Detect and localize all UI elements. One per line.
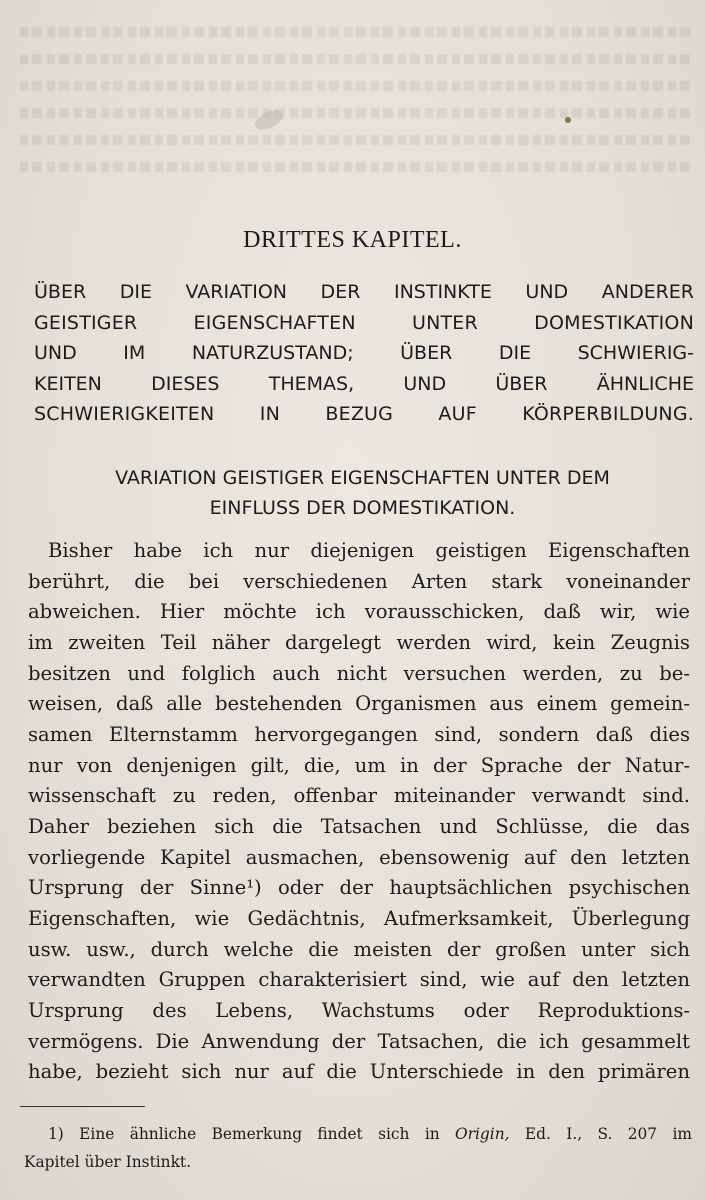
footnote-citation: Ed. I., S. 207 im — [524, 1125, 692, 1143]
body-line: habe, bezieht sich nur auf die Unterschiede in den primären — [28, 1060, 690, 1084]
body-line: Ursprung des Lebens, Wachstums oder Reproduktions- — [28, 998, 690, 1022]
chapter-subtitle — [34, 277, 694, 430]
chapter-title: DRITTES KAPITEL. — [243, 227, 462, 253]
body-line: weisen, daß alle bestehenden Organismen aus einem gemein- — [28, 692, 690, 716]
body-line: usw. usw., durch welche die meisten der großen unter sich — [28, 937, 690, 961]
subtitle-line: ÜBER DIE VARIATION DER INSTINKTE UND ANDERER — [34, 281, 694, 303]
body-line: wissenschaft zu reden, offenbar miteinander verwandt sind. — [28, 784, 690, 808]
section-heading-line: EINFLUSS DER DOMESTIKATION. — [209, 497, 516, 519]
subtitle-line: UND IM NATURZUSTAND; ÜBER DIE SCHWIERIG- — [34, 342, 694, 364]
footnote — [24, 1120, 692, 1176]
section-heading — [30, 463, 695, 523]
body-line: Eigenschaften, wie Gedächtnis, Aufmerksamkeit, Überlegung — [28, 906, 690, 930]
body-line: Daher beziehen sich die Tatsachen und Schlüsse, die das — [28, 814, 690, 838]
body-line: nur von denjenigen gilt, die, um in der Sprache der Natur- — [28, 753, 690, 777]
body-line: verwandten Gruppen charakterisiert sind, wie auf den letzten — [28, 968, 690, 992]
body-line: Ursprung der Sinne¹) oder der hauptsächlichen psychischen — [28, 876, 690, 900]
body-line: Bisher habe ich nur diejenigen geistigen Eigenschaften — [48, 539, 690, 562]
footnote-line-2: Kapitel über Instinkt. — [24, 1153, 191, 1171]
footnote-divider — [20, 1106, 145, 1107]
paper-speck — [565, 117, 571, 123]
subtitle-line: KEITEN DIESES THEMAS, UND ÜBER ÄHNLICHE — [34, 372, 694, 395]
body-paragraph — [28, 536, 690, 1088]
footnote-text: Eine ähnliche Bemerkung findet sich in — [79, 1125, 440, 1143]
body-line: samen Elternstamm hervorgegangen sind, sondern daß dies — [28, 722, 690, 746]
body-line: vorliegende Kapitel ausmachen, ebensowenig auf den letzten — [28, 845, 690, 869]
subtitle-line: SCHWIERIGKEITEN IN BEZUG AUF KÖRPERBILDUNG. — [34, 403, 694, 425]
footnote-italic-reference: Origin, — [455, 1125, 510, 1143]
footnote-marker: 1) — [48, 1125, 64, 1143]
subtitle-line: GEISTIGER EIGENSCHAFTEN UNTER DOMESTIKATION — [34, 311, 694, 334]
body-line: besitzen und folglich auch nicht versuchen werden, zu be- — [28, 661, 690, 685]
body-line: abweichen. Hier möchte ich vorausschicken, daß wir, wie — [28, 600, 690, 624]
body-line: berührt, die bei verschiedenen Arten stark voneinander — [28, 569, 690, 593]
body-line: vermögens. Die Anwendung der Tatsachen, die ich gesammelt — [28, 1029, 690, 1053]
section-heading-line: VARIATION GEISTIGER EIGENSCHAFTEN UNTER DEM — [115, 467, 610, 489]
footnote-line-1 — [24, 1120, 692, 1148]
body-line: im zweiten Teil näher dargelegt werden wird, kein Zeugnis — [28, 630, 690, 654]
show-through-text — [20, 10, 690, 210]
